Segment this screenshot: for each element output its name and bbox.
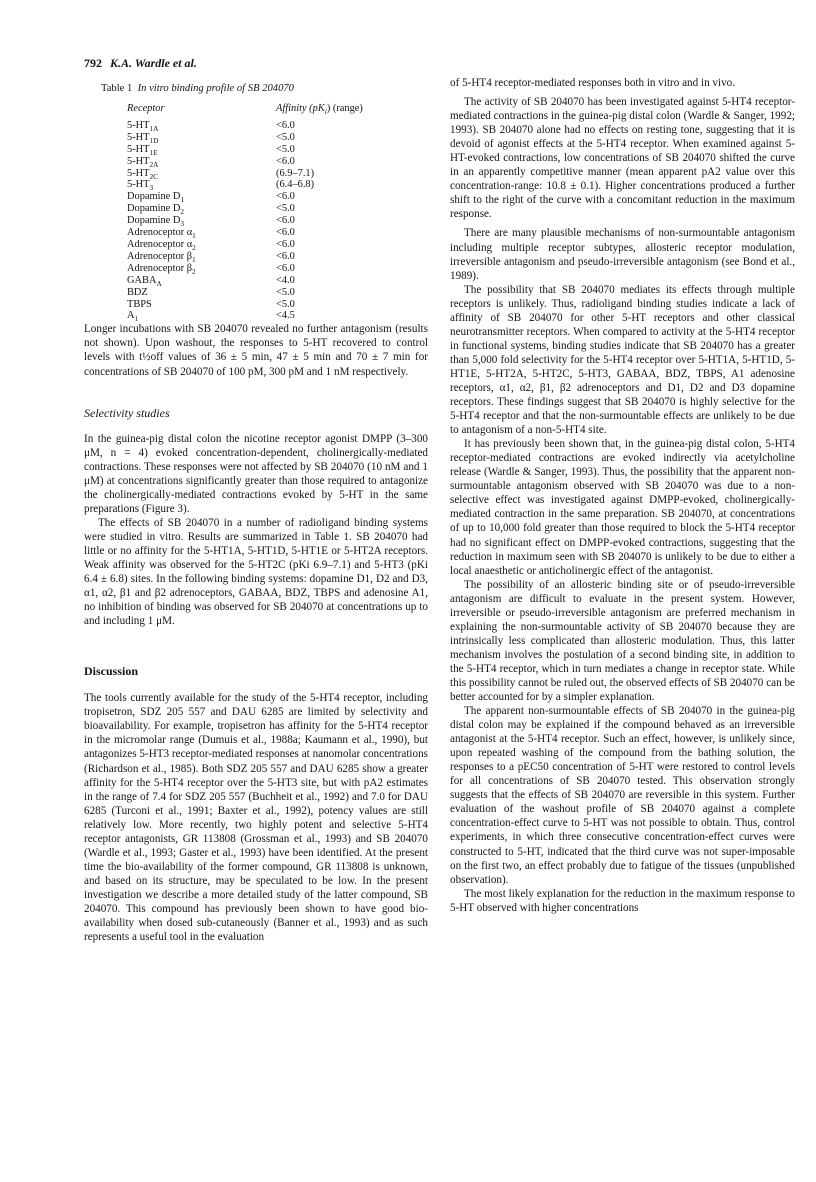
receptor-cell: $GABA_A$ (127, 274, 162, 288)
affinity-cell: <5.0 (276, 203, 295, 215)
table-header-row (84, 103, 428, 120)
affinity-cell: <6.0 (276, 119, 295, 131)
discussion-paragraph-3: There are many plausible mechanisms of non-surmountable antagonism including multiple receptor subtypes, allosteric receptor modulation, irreversible antagonism and pseudo-irreversible antagonism (see Bond et al., 1989). (450, 227, 795, 282)
receptor-cell: Dopamine $D_3$ (127, 215, 185, 229)
affinity-cell: <6.0 (276, 227, 295, 239)
affinity-cell: <5.0 (276, 143, 295, 155)
table-row (84, 299, 428, 311)
affinity-cell: <6.0 (276, 191, 295, 203)
right-column (450, 76, 795, 915)
affinity-cell: <6.0 (276, 262, 295, 274)
receptor-cell: $A_1$ (127, 310, 139, 324)
affinity-cell: <4.5 (276, 310, 295, 322)
discussion-paragraph-1: The tools currently available for the study of the 5-HT4 receptor, including tropisetron, SDZ 205 557 and DAU 6285 are limited by selectivity and bioavailability. For example, tropisetron has affinity for the 5-HT4 receptor in the micromolar range (Dumuis et al., 1988a; Kaumann et al., 1990), but antagonizes 5-HT3 receptor-mediated responses at nanomolar concentrations (Richardson et al., 1985). Both SDZ 205 557 and DAU 6285 show a greater affinity for the 5-HT4 receptor over the 5-HT3 site, but with pA2 estimates in the range of 7.4 for SDZ 205 557 (Buchheit et al., 1992) and 7.0 for DAU 6285 (Turconi et al., 1991; Baxter et al., 1992), potency values are still relatively low. More recently, two highly potent and selective 5-HT4 receptor antagonists, GR 113808 (Grossman et al., 1993) and SB 204070 (Wardle et al., 1993; Gaster et al., 1993) have been identified. At the present time the bio-availability of the former compound, GR 113808 is unknown, and based on its structure, may be speculated to be low. In the present investigation we describe a more detailed study of the latter compound, SB 204070. This compound has previously been shown to have good bio-availability when dosed sub-cutaneously (Banner et al., 1993) and as such represents a useful tool in the evaluation (84, 692, 428, 944)
washout-paragraph: Longer incubations with SB 204070 revealed no further antagonism (results not shown). Upon washout, the responses to 5-HT recovered to control levels with t½off values of 36 ± 5 min, 47 ± 5 min and 70 ± 7 min for concentrations of SB 204070 of 100 pM, 300 pM and 1 nM respectively. (84, 323, 428, 378)
affinity-cell: <5.0 (276, 286, 295, 298)
receptor-cell: Dopamine $D_2$ (127, 203, 185, 217)
affinity-cell: <6.0 (276, 215, 295, 227)
affinity-cell: <5.0 (276, 298, 295, 310)
selectivity-heading: Selectivity studies (84, 405, 170, 420)
table-title (101, 82, 428, 96)
affinity-column-header: Affinity $(pK_i)$ (range) (276, 103, 363, 117)
affinity-cell: <6.0 (276, 250, 295, 262)
receptor-cell: BDZ (127, 286, 148, 298)
discussion-paragraph-6: The possibility of an allosteric binding site or of pseudo-irreversible antagonism are difficult to evaluate in the present system. However, irreversible or pseudo-irreversible antagonism are preferred mechanism in explaining the non-surmountable activity of SB 204070 because they are intrinsically less complicated than allosteric modulation. Thus, this latter mechanism involves the postulation of a second binding site, in addition to the 5-HT4 receptor, which in turn mediates a change in receptor state. While this possibility cannot be ruled out, the observed effects of SB 204070 can be better accounted for by a simpler explanation. (450, 578, 795, 704)
table-row (84, 287, 428, 299)
receptor-cell: Adrenoceptor $\beta_2$ (127, 262, 196, 276)
discussion-heading: Discussion (84, 664, 139, 679)
affinity-cell: <6.0 (276, 155, 295, 167)
discussion-paragraph-4: The possibility that SB 204070 mediates its effects through multiple receptors is unlikely. Thus, radioligand binding studies indicate a lack of affinity of SB 204070 for other 5-HT receptors and other classical neurotransmitter receptors. When compared to activity at the 5-HT4 receptor in functional systems, binding studies indicate that SB 204070 has a greater than 5,000 fold selectivity for the 5-HT4 receptor over 5-HT1A, 5-HT1D, 5-HT1E, 5-HT2A, 5-HT2C, 5-HT3, GABAA, BDZ, TBPS, A1 adenosine receptors, α1, α2, β1, β2 adrenoceptors and D1, D2 and D3 dopamine receptors. These findings suggest that SB 204070 is highly selective for the 5-HT4 receptor and that the non-surmountable effects are unlikely to be due to antagonism of a non-5-HT4 site. (450, 283, 795, 437)
receptor-cell: $5-HT_3$ (127, 179, 154, 193)
continued-paragraph: of 5-HT4 receptor-mediated responses both in vitro and in vivo. (450, 77, 736, 89)
receptor-cell: $5-HT_{1D}$ (127, 131, 159, 145)
left-column (84, 82, 428, 944)
receptor-cell: $5-HT_{2C}$ (127, 167, 158, 181)
selectivity-paragraph-1: In the guinea-pig distal colon the nicotine receptor agonist DMPP (3–300 μM, n = 4) evoked concentration-dependent, cholinergically-mediated contractions. These responses were not affected by SB 204070 (10 nM and 1 μM) at concentrations significantly greater than those required to antagonize the cholinergically-mediated contractions evoked by 5-HT in the same preparations (Figure 3). (84, 432, 428, 515)
table-row (84, 263, 428, 275)
discussion-paragraph-2: The activity of SB 204070 has been investigated against 5-HT4 receptor-mediated contractions in the guinea-pig distal colon (Wardle & Sanger, 1992; 1993). SB 204070 alone had no effects on resting tone, suggesting that it is devoid of agonist effects at the 5-HT4 receptor. When examined against 5-HT-evoked contractions, low concentrations of SB 204070 shifted the curve in an apparently competitive manner (mean apparent pA2 value over this concentration-range: 10.8 ± 0.1). Higher concentrations produced a further shift to the right of the curve with a concomitant reduction in the maximum response. (450, 96, 795, 221)
receptor-cell: TBPS (127, 298, 152, 310)
table-body (84, 120, 428, 322)
table-row (84, 275, 428, 287)
page-number: 792 (84, 56, 102, 70)
running-head (84, 56, 197, 71)
affinity-cell: <4.0 (276, 274, 295, 286)
discussion-paragraph-8: The most likely explanation for the reduction in the maximum response to 5-HT observed with higher concentrations (450, 887, 795, 914)
selectivity-paragraph-2: The effects of SB 204070 in a number of radioligand binding systems were studied in vitro. Results are summarized in Table 1. SB 204070 had little or no affinity for the 5-HT1A, 5-HT1D, 5-HT1E or 5-HT2A receptors. Weak affinity was observed for the 5-HT2C (pKi 6.9–7.1) and 5-HT3 (pKi 6.4 ± 6.8) sites. In the following binding systems: dopamine D1, D2 and D3, α1, α2, β1 and β2 adrenoceptors, GABAA, BDZ, TBPS and adenosine A1, no inhibition of binding was observed for SB 204070 at concentrations up to and including 1 μM. (84, 516, 428, 628)
table-row (84, 227, 428, 239)
receptor-cell: Adrenoceptor $\alpha_2$ (127, 239, 196, 253)
receptor-cell: $5-HT_{2A}$ (127, 155, 159, 169)
receptor-cell: $5-HT_{1E}$ (127, 143, 158, 157)
table-caption: In vitro binding profile of SB 204070 (137, 83, 294, 94)
receptor-cell: Dopamine $D_1$ (127, 191, 185, 205)
table-row (84, 120, 428, 132)
table-row (84, 179, 428, 191)
running-author: K.A. Wardle et al. (110, 56, 197, 70)
receptor-cell: $5-HT_{1A}$ (127, 119, 159, 134)
receptor-cell: Adrenoceptor $\alpha_1$ (127, 227, 196, 241)
table-row (84, 191, 428, 203)
receptor-cell: Adrenoceptor $\beta_1$ (127, 250, 196, 264)
affinity-cell: <6.0 (276, 239, 295, 251)
affinity-cell: <5.0 (276, 131, 295, 143)
table-row (84, 168, 428, 180)
discussion-paragraph-7: The apparent non-surmountable effects of SB 204070 in the guinea-pig distal colon may be explained if the compound behaved as an irreversible antagonist at the 5-HT4 receptor. Such an effect, however, is unlikely since, upon repeated washing of the compound from the bathing solution, the responses to a pEC50 concentration of 5-HT were restored to control levels for all concentrations of SB 204070 tested. This observation strongly suggests that the effects of SB 204070 are reversible in this system. Further evaluation of the washout profile of SB 204070 against a complete concentration-effect curve to 5-HT was not possible to obtain. Thus, control experiments, in which three consecutive concentration-effect curves were constructed to 5-HT, indicated that the third curve was not super-imposable on the first two, an effect probably due to fatigue of the tissues (unpublished observation). (450, 705, 795, 886)
affinity-cell: (6.4–6.8) (276, 179, 315, 191)
binding-profile-table (84, 103, 428, 322)
table-row (84, 310, 428, 322)
affinity-cell: (6.9–7.1) (276, 167, 315, 179)
table-row (84, 132, 428, 144)
table-row (84, 203, 428, 215)
table-row (84, 156, 428, 168)
table-number: Table 1 (101, 83, 133, 94)
table-row (84, 144, 428, 156)
table-row (84, 239, 428, 251)
discussion-paragraph-5: It has previously been shown that, in the guinea-pig distal colon, 5-HT4 receptor-mediated contractions are evoked indirectly via acetylcholine release (Wardle & Sanger, 1993). Thus, the possibility that the apparent non-surmountable antagonism observed with SB 204070 was due to a non-selective effect was investigated against DMPP-evoked, cholinergically-mediated contraction in the same preparation. SB 204070, at concentrations of up to 10,000 fold greater than those required to block the 5-HT4 receptor had no significant effect on DMPP-evoked contractions, suggesting that the reduction in maximum seen with SB 204070 is unlikely to be due to either a local anaesthetic or anticholinergic effect of the antagonist. (450, 438, 795, 577)
receptor-column-header: Receptor (127, 103, 165, 115)
table-row (84, 215, 428, 227)
table-row (84, 251, 428, 263)
